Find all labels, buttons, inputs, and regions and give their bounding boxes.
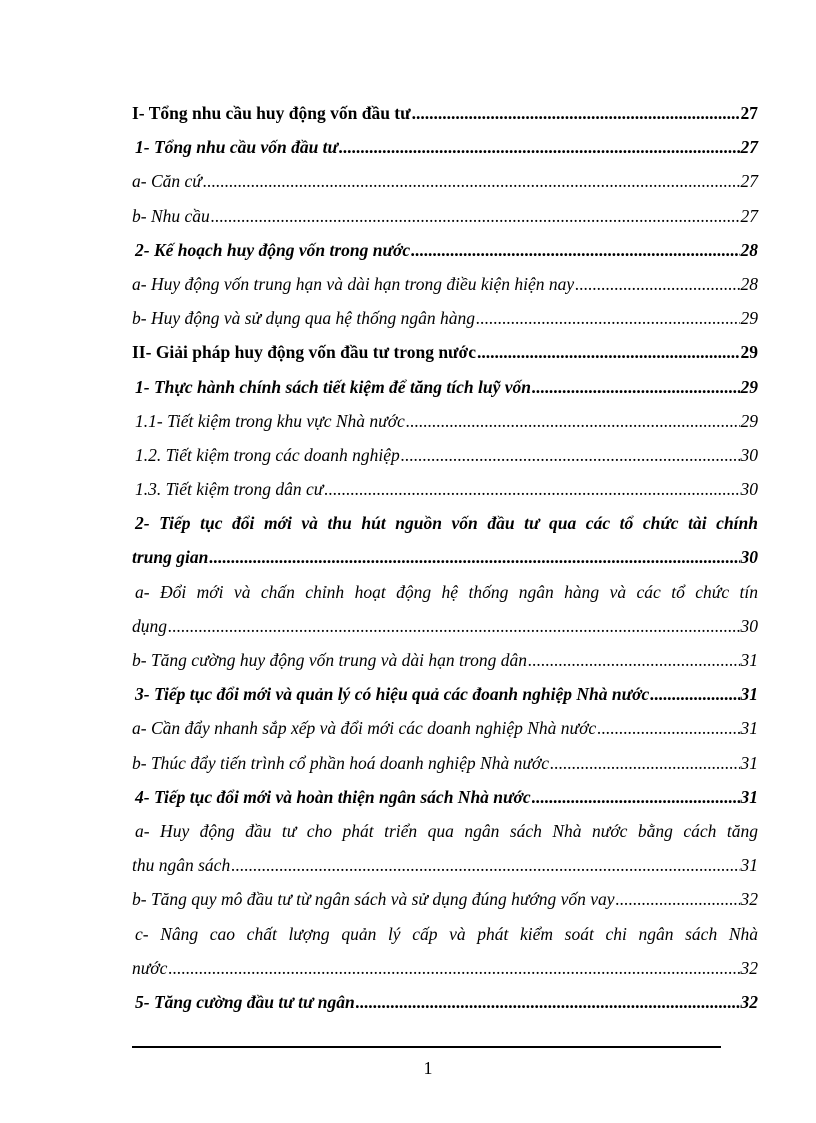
toc-entry[interactable] bbox=[132, 301, 758, 335]
toc-entry-page: 27 bbox=[740, 103, 758, 123]
toc-entry[interactable] bbox=[132, 985, 758, 1019]
toc-entry-title: trung gian bbox=[132, 547, 209, 568]
toc-entry[interactable] bbox=[132, 677, 758, 711]
toc-entry-title: a- Căn cứ bbox=[132, 171, 202, 192]
toc-entry[interactable] bbox=[132, 746, 758, 780]
dot-leader bbox=[168, 951, 739, 985]
dot-leader bbox=[231, 848, 739, 882]
toc-entry-title: 1.2. Tiết kiệm trong các doanh nghiệp bbox=[135, 444, 400, 465]
toc-entry-page: 30 bbox=[740, 479, 758, 500]
toc-entry[interactable] bbox=[132, 882, 758, 916]
dot-leader bbox=[339, 130, 739, 164]
dot-leader bbox=[532, 370, 739, 404]
dot-leader bbox=[203, 164, 740, 198]
toc-entry[interactable] bbox=[132, 130, 758, 164]
toc-entry-page: 29 bbox=[740, 342, 758, 363]
toc-entry[interactable] bbox=[132, 335, 758, 369]
toc-entry-title: I- Tổng nhu cầu huy động vốn đầu tư bbox=[132, 103, 411, 123]
dot-leader bbox=[550, 746, 740, 780]
toc-entry[interactable] bbox=[132, 96, 758, 130]
toc-entry[interactable] bbox=[132, 780, 758, 814]
toc-entry-title: b- Nhu cầu bbox=[132, 205, 210, 226]
toc-entry[interactable] bbox=[132, 951, 758, 985]
toc-entry[interactable] bbox=[132, 233, 758, 267]
toc-entry-page: 28 bbox=[740, 273, 758, 294]
dot-leader bbox=[168, 609, 740, 643]
dot-leader bbox=[616, 882, 740, 916]
toc-entry-page: 27 bbox=[740, 137, 758, 158]
toc-entry-page: 29 bbox=[740, 410, 758, 431]
toc-entry-page: 32 bbox=[740, 889, 758, 910]
toc-entry-title: b- Huy động và sử dụng qua hệ thống ngân hàng bbox=[132, 308, 475, 329]
page-number: 1 bbox=[423, 1058, 433, 1078]
toc-entry-page: 28 bbox=[740, 239, 758, 260]
dot-leader bbox=[356, 985, 740, 1019]
toc-entry-title: b- Tăng cường huy động vốn trung và dài hạn trong dân bbox=[132, 650, 527, 670]
dot-leader bbox=[209, 540, 739, 574]
toc-entry-title-line1[interactable]: 2- Tiếp tục đổi mới và thu hút nguồn vốn đầu tư qua các tổ chức tài chính bbox=[135, 513, 758, 534]
toc-entry-title: a- Cần đẩy nhanh sắp xếp và đổi mới các doanh nghiệp Nhà nước bbox=[132, 718, 597, 739]
toc-entry-page: 32 bbox=[740, 991, 758, 1012]
toc-entry-title: 1- Thực hành chính sách tiết kiệm để tăng tích luỹ vốn bbox=[135, 376, 532, 397]
dot-leader bbox=[211, 199, 740, 233]
toc-entry-title: 1- Tổng nhu cầu vốn đầu tư bbox=[135, 137, 339, 158]
toc-entry-page: 31 bbox=[740, 684, 758, 705]
toc-entry-title-line1[interactable]: a- Đổi mới và chấn chỉnh hoạt động hệ thống ngân hàng và các tổ chức tín bbox=[135, 581, 758, 602]
toc-entry-title-line1[interactable]: c- Nâng cao chất lượng quản lý cấp và phát kiểm soát chi ngân sách Nhà bbox=[135, 923, 758, 944]
toc-entry[interactable] bbox=[132, 438, 758, 472]
toc-entry-page: 30 bbox=[740, 615, 758, 636]
dot-leader bbox=[575, 267, 739, 301]
toc-entry-page: 29 bbox=[740, 376, 758, 397]
toc-entry[interactable] bbox=[132, 848, 758, 882]
toc-entry-title: b- Tăng quy mô đầu tư từ ngân sách và sử dụng đúng hướng vốn vay bbox=[132, 889, 615, 910]
toc-entry[interactable] bbox=[132, 267, 758, 301]
toc-entry-title-line1[interactable]: a- Huy động đầu tư cho phát triển qua ngân sách Nhà nước bằng cách tăng bbox=[135, 820, 758, 841]
toc-entry[interactable] bbox=[132, 609, 758, 643]
toc-entry[interactable] bbox=[132, 199, 758, 233]
dot-leader bbox=[477, 335, 739, 369]
dot-leader bbox=[324, 472, 739, 506]
toc-entry[interactable] bbox=[132, 540, 758, 574]
toc-entry-title: 4- Tiếp tục đổi mới và hoàn thiện ngân sách Nhà nước bbox=[135, 786, 531, 807]
toc-entry[interactable] bbox=[132, 711, 758, 745]
toc-entry-page: 32 bbox=[740, 957, 758, 978]
toc-entry-title: b- Thúc đẩy tiến trình cổ phần hoá doanh nghiệp Nhà nước bbox=[132, 752, 549, 773]
dot-leader bbox=[412, 96, 740, 130]
toc-entry-title: 1.3. Tiết kiệm trong dân cư bbox=[135, 479, 324, 500]
table-of-contents bbox=[132, 96, 758, 1019]
toc-entry-page: 29 bbox=[740, 308, 758, 329]
dot-leader bbox=[476, 301, 740, 335]
toc-entry-title: II- Giải pháp huy động vốn đầu tư trong nước bbox=[132, 342, 477, 363]
toc-entry-page: 27 bbox=[740, 171, 758, 192]
toc-entry[interactable] bbox=[132, 472, 758, 506]
toc-entry-title: 1.1- Tiết kiệm trong khu vực Nhà nước bbox=[135, 410, 405, 431]
dot-leader bbox=[650, 677, 739, 711]
dot-leader bbox=[597, 711, 739, 745]
toc-entry-title: dụng bbox=[132, 615, 167, 636]
dot-leader bbox=[532, 780, 740, 814]
toc-entry-title: 3- Tiếp tục đổi mới và quản lý có hiệu quả các đoanh nghiệp Nhà nước bbox=[135, 684, 650, 705]
toc-entry[interactable] bbox=[132, 370, 758, 404]
toc-entry-page: 31 bbox=[740, 650, 758, 670]
dot-leader bbox=[401, 438, 740, 472]
footer-divider bbox=[132, 1046, 721, 1048]
toc-entry-page: 31 bbox=[740, 855, 758, 876]
toc-entry-page: 31 bbox=[740, 718, 758, 739]
toc-entry-page: 31 bbox=[740, 752, 758, 773]
toc-entry-title: 5- Tăng cường đầu tư tư ngân bbox=[135, 991, 355, 1012]
toc-entry[interactable] bbox=[132, 404, 758, 438]
toc-entry-title: nước bbox=[132, 957, 168, 978]
toc-entry-title: 2- Kế hoạch huy động vốn trong nước bbox=[135, 239, 411, 260]
toc-entry-page: 31 bbox=[740, 786, 758, 807]
dot-leader bbox=[411, 233, 739, 267]
toc-entry-page: 27 bbox=[740, 205, 758, 226]
dot-leader bbox=[406, 404, 740, 438]
toc-entry-title: thu ngân sách bbox=[132, 855, 231, 876]
toc-entry[interactable] bbox=[132, 643, 758, 677]
toc-entry-title: a- Huy động vốn trung hạn và dài hạn trong điều kiện hiện nay bbox=[132, 273, 575, 294]
dot-leader bbox=[528, 643, 740, 677]
toc-entry-page: 30 bbox=[740, 547, 758, 568]
toc-entry-page: 30 bbox=[740, 444, 758, 465]
toc-entry[interactable] bbox=[132, 164, 758, 198]
